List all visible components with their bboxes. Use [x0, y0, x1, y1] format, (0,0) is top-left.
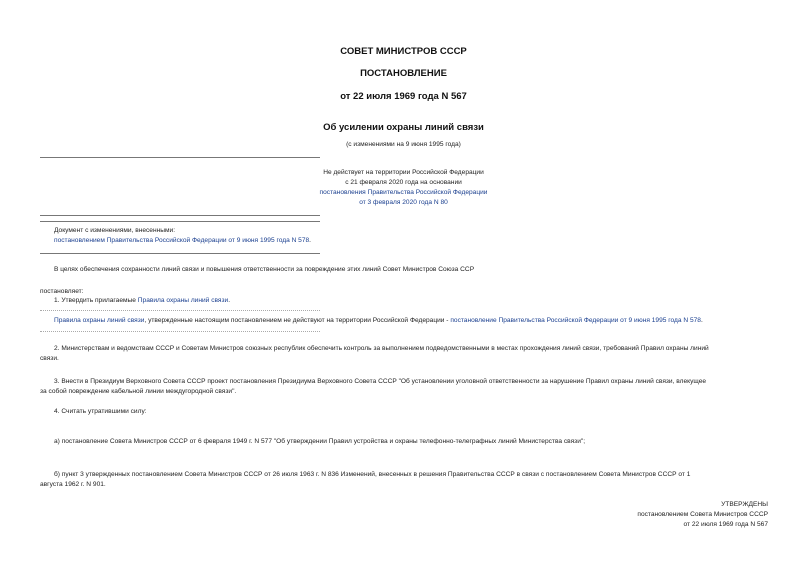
status-link-line-2[interactable]: от 3 февраля 2020 года N 80: [359, 199, 448, 206]
validity-note-text: , утвержденные настоящим постановлением не действуют на территории Российской Федерации -: [144, 317, 451, 324]
approved-date: от 22 июля 1969 года N 567: [683, 521, 768, 528]
approved-by: постановлением Совета Министров СССР: [637, 511, 768, 518]
status-link-line-1[interactable]: постановления Правительства Российской Федерации: [319, 189, 488, 196]
doc-type-heading: ПОСТАНОВЛЕНИЕ: [360, 68, 447, 79]
amendment-note: (с изменениями на 9 июня 1995 года): [346, 141, 461, 148]
changes-tail: .: [309, 237, 312, 244]
document-title: Об усилении охраны линий связи: [323, 122, 484, 133]
paragraph-4a: а) постановление Совета Министров СССР от 6 февраля 1949 г. N 577 "Об утверждении Правил устройства и охраны телефонно-телеграфных линий Министерства связи";: [54, 438, 586, 445]
changes-line: [54, 236, 311, 246]
approved-heading: УТВЕРЖДЕНЫ: [721, 501, 768, 508]
intro-paragraph: В целях обеспечения сохранности линий связи и повышения ответственности за повреждение этих линий Совет Министров Союза ССР: [54, 266, 475, 273]
status-line-1: Не действует на территории Российской Федерации: [323, 169, 484, 176]
council-heading: СОВЕТ МИНИСТРОВ СССР: [340, 46, 467, 57]
paragraph-3-line-2: за собой повреждение кабельной линии междугородной связи".: [40, 388, 237, 395]
divider: [40, 221, 320, 222]
paragraph-4b-line-1: б) пункт 3 утвержденных постановлением Совета Министров СССР от 26 июля 1963 г. N 836 Изменений, внесенных в решения Правительства СССР в связи с постановлением Совета Министров СССР от 1: [54, 471, 691, 478]
validity-note-tail: .: [700, 317, 703, 324]
divider: [40, 253, 320, 254]
validity-note-rules-link[interactable]: Правила охраны линий связи: [54, 317, 145, 324]
changes-label: Документ с изменениями, внесенными:: [54, 227, 176, 234]
rules-link[interactable]: Правила охраны линий связи: [137, 297, 229, 304]
divider: [40, 157, 320, 158]
paragraph-2-line-2: связи.: [40, 355, 59, 362]
paragraph-1-text: 1. Утвердить прилагаемые: [54, 297, 138, 304]
validity-note: [54, 316, 703, 326]
paragraph-4b-line-2: августа 1962 г. N 901.: [40, 481, 106, 488]
paragraph-3-line-1: 3. Внести в Президиум Верховного Совета СССР проект постановления Президиума Верховного Совета СССР "Об установлении уголовной ответственности за нарушение Правил охраны линий связи, влекущее: [54, 378, 707, 385]
paragraph-1: [54, 296, 230, 306]
dotted-divider: [40, 331, 320, 332]
paragraph-4: 4. Считать утратившими силу:: [54, 408, 147, 415]
resolves-text: постановляет:: [40, 288, 84, 295]
validity-note-decree-link[interactable]: постановление Правительства Российской Федерации от 9 июня 1995 года N 578: [450, 317, 701, 324]
status-line-2: с 21 февраля 2020 года на основании: [345, 179, 462, 186]
divider: [40, 215, 320, 216]
date-number-heading: от 22 июля 1969 года N 567: [340, 91, 467, 102]
changes-link[interactable]: постановлением Правительства Российской Федерации от 9 июня 1995 года N 578: [54, 237, 310, 244]
paragraph-1-tail: .: [228, 297, 231, 304]
paragraph-2-line-1: 2. Министерствам и ведомствам СССР и Советам Министров союзных республик обеспечить контроль за выполнением подведомственными в местах прохождения линий связи, требований Правил охраны линий: [54, 345, 709, 352]
dotted-divider: [40, 310, 320, 311]
